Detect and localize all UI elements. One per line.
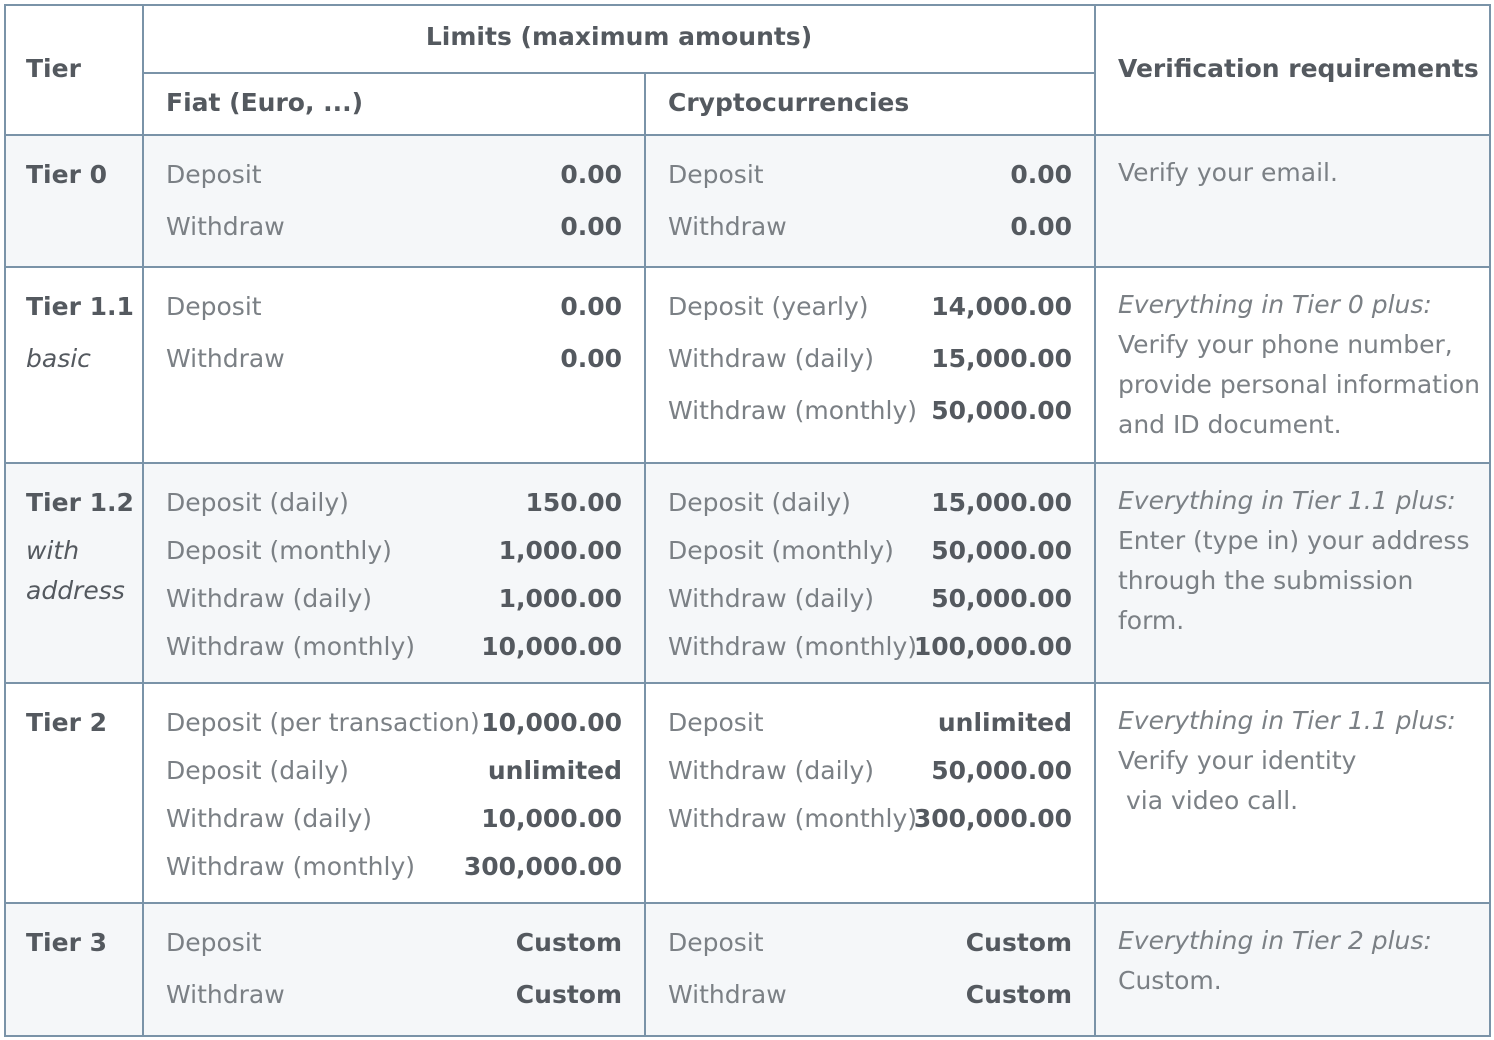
grid-hline-row3 (4, 682, 1491, 684)
fiat-limit-label: Deposit (166, 928, 262, 957)
requirement-text: Verify your email. (1118, 158, 1338, 187)
fiat-limit-value: 0.00 (560, 212, 622, 241)
crypto-limit-label: Withdraw (daily) (668, 584, 875, 613)
crypto-limit-value: 50,000.00 (931, 756, 1072, 785)
grid-vline-3 (1094, 4, 1096, 1037)
fiat-limit-label: Deposit (daily) (166, 756, 349, 785)
crypto-limit-value: 0.00 (1010, 212, 1072, 241)
fiat-limit-label: Withdraw (daily) (166, 584, 373, 613)
requirement-intro: Everything in Tier 2 plus: (1118, 926, 1432, 955)
fiat-limit-label: Withdraw (daily) (166, 804, 373, 833)
grid-hline-row2 (4, 462, 1491, 464)
crypto-limit-label: Deposit (668, 708, 764, 737)
fiat-limit-value: 150.00 (525, 488, 622, 517)
fiat-limit-value: 1,000.00 (498, 584, 622, 613)
fiat-limit-label: Withdraw (166, 980, 285, 1009)
tier-name: Tier 1.2 (26, 488, 134, 517)
grid-hline-limits (142, 72, 1096, 74)
crypto-limit-label: Withdraw (monthly) (668, 632, 918, 661)
fiat-limit-value: 0.00 (560, 292, 622, 321)
tier-subtitle: address (26, 576, 125, 605)
crypto-limit-label: Deposit (668, 160, 764, 189)
crypto-limit-value: 300,000.00 (913, 804, 1072, 833)
crypto-limit-value: 15,000.00 (931, 344, 1072, 373)
fiat-limit-label: Deposit (166, 160, 262, 189)
fiat-limit-value: 300,000.00 (463, 852, 622, 881)
verification-requirement (1118, 921, 1484, 1001)
tier-name: Tier 1.1 (26, 292, 134, 321)
fiat-limit-label: Deposit (per transaction) (166, 708, 480, 737)
header-tier: Tier (26, 54, 81, 83)
crypto-limit-value: 50,000.00 (931, 536, 1072, 565)
fiat-limit-value: 0.00 (560, 160, 622, 189)
tier-name: Tier 3 (26, 928, 108, 957)
header-fiat: Fiat (Euro, ...) (166, 88, 364, 117)
crypto-limit-value: 0.00 (1010, 160, 1072, 189)
grid-hline-header (4, 134, 1491, 136)
grid-vline-2 (644, 72, 646, 1037)
crypto-limit-label: Withdraw (daily) (668, 756, 875, 785)
crypto-limit-value: Custom (965, 980, 1072, 1009)
crypto-limit-value: 50,000.00 (931, 584, 1072, 613)
tier-subtitle: basic (26, 344, 91, 373)
fiat-limit-label: Withdraw (166, 344, 285, 373)
header-limits: Limits (maximum amounts) (425, 22, 813, 51)
fiat-limit-value: 10,000.00 (481, 804, 622, 833)
crypto-limit-value: 14,000.00 (931, 292, 1072, 321)
crypto-limit-label: Deposit (daily) (668, 488, 851, 517)
fiat-limit-label: Deposit (daily) (166, 488, 349, 517)
verification-requirement (1118, 153, 1484, 193)
fiat-limit-value: Custom (515, 980, 622, 1009)
fiat-limit-label: Withdraw (166, 212, 285, 241)
crypto-limit-label: Deposit (yearly) (668, 292, 869, 321)
verification-requirement (1118, 285, 1488, 445)
tier-name: Tier 2 (26, 708, 108, 737)
grid-hline-row4 (4, 902, 1491, 904)
crypto-limit-label: Withdraw (monthly) (668, 804, 918, 833)
header-verification: Verification requirements (1118, 54, 1479, 83)
fiat-limit-label: Deposit (monthly) (166, 536, 392, 565)
requirement-text: Verify your identity via video call. (1118, 746, 1357, 815)
crypto-limit-label: Withdraw (668, 212, 787, 241)
fiat-limit-value: unlimited (487, 756, 622, 785)
requirement-intro: Everything in Tier 1.1 plus: (1118, 706, 1456, 735)
crypto-limit-label: Deposit (monthly) (668, 536, 894, 565)
fiat-limit-label: Withdraw (monthly) (166, 632, 416, 661)
requirement-intro: Everything in Tier 0 plus: (1118, 290, 1432, 319)
crypto-limit-value: 15,000.00 (931, 488, 1072, 517)
grid-hline-row1 (4, 266, 1491, 268)
tier-subtitle: with (26, 536, 80, 565)
requirement-text: Enter (type in) your address through the submission form. (1118, 526, 1478, 635)
crypto-limit-value: unlimited (937, 708, 1072, 737)
verification-requirement (1118, 701, 1484, 821)
fiat-limit-value: 10,000.00 (481, 708, 622, 737)
fiat-limit-label: Withdraw (monthly) (166, 852, 416, 881)
header-crypto: Cryptocurrencies (668, 88, 910, 117)
verification-requirement (1118, 481, 1484, 641)
crypto-limit-label: Deposit (668, 928, 764, 957)
tier-name: Tier 0 (26, 160, 108, 189)
requirement-intro: Everything in Tier 1.1 plus: (1118, 486, 1456, 515)
fiat-limit-label: Deposit (166, 292, 262, 321)
fiat-limit-value: 10,000.00 (481, 632, 622, 661)
crypto-limit-label: Withdraw (monthly) (668, 396, 918, 425)
grid-vline-1 (142, 4, 144, 1037)
crypto-limit-label: Withdraw (daily) (668, 344, 875, 373)
fiat-limit-value: 0.00 (560, 344, 622, 373)
crypto-limit-value: 100,000.00 (913, 632, 1072, 661)
fiat-limit-value: 1,000.00 (498, 536, 622, 565)
crypto-limit-value: Custom (965, 928, 1072, 957)
fiat-limit-value: Custom (515, 928, 622, 957)
crypto-limit-label: Withdraw (668, 980, 787, 1009)
crypto-limit-value: 50,000.00 (931, 396, 1072, 425)
requirement-text: Verify your phone number, provide personal information and ID document. (1118, 330, 1488, 439)
requirement-text: Custom. (1118, 966, 1222, 995)
